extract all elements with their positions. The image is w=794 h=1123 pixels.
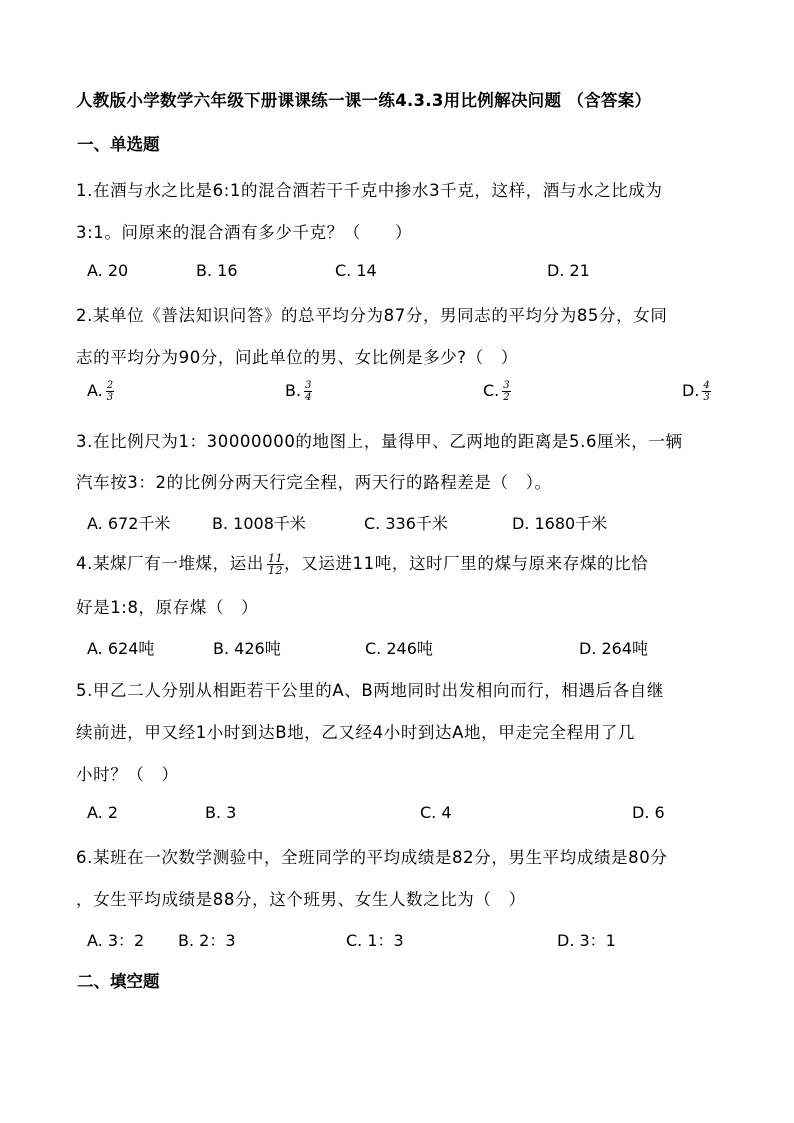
- question-3-option-b: B. 1008千米: [212, 514, 306, 533]
- question-1-option-b: B. 16: [196, 261, 238, 280]
- question-6-option-d: D. 3：1: [557, 931, 616, 950]
- question-6-line-1: 6.某班在一次数学测验中，全班同学的平均成绩是82分，男生平均成绩是80分: [76, 848, 668, 867]
- question-3-option-a: A. 672千米: [87, 514, 171, 533]
- question-2-option-a: A. $\frac{2}{3}$: [87, 380, 114, 403]
- question-4-line-1: 4.某煤厂有一堆煤，运出 $\frac{11}{12}$ ，又运进11吨，这时厂里的煤与原来存煤的比恰: [76, 552, 649, 577]
- question-5-line-2: 续前进，甲又经1小时到达B地，乙又经4小时到达A地，甲走完全程用了几: [76, 723, 636, 742]
- question-5-line-1: 5.甲乙二人分别从相距若干公里的A、B两地同时出发相向而行，相遇后各自继: [76, 681, 664, 700]
- question-3-option-d: D. 1680千米: [512, 514, 608, 533]
- question-1-line-1: 1.在酒与水之比是6:1的混合酒若干千克中掺水3千克，这样，酒与水之比成为: [76, 181, 663, 200]
- question-5-option-a: A. 2: [87, 803, 119, 822]
- question-5-option-c: C. 4: [420, 803, 452, 822]
- question-2-line-2: 志的平均分为90分，问此单位的男、女比例是多少?（ ）: [76, 348, 518, 367]
- page-title: 人教版小学数学六年级下册课课练一课一练4.3.3用比例解决问题 （含答案）: [76, 91, 652, 110]
- question-2-line-1: 2.某单位《普法知识问答》的总平均分为87分，男同志的平均分为85分，女同: [76, 306, 668, 325]
- question-1-line-2: 3:1。问原来的混合酒有多少千克？（ ）: [76, 223, 413, 242]
- question-2-option-d: D. $\frac{4}{3}$: [682, 380, 710, 403]
- question-3-line-2: 汽车按3：2的比例分两天行完全程，两天行的路程差是（ ）。: [76, 473, 552, 492]
- question-4-option-d: D. 264吨: [579, 639, 649, 658]
- question-4-option-c: C. 246吨: [365, 639, 433, 658]
- question-1-option-a: A. 20: [87, 261, 129, 280]
- question-5-option-b: B. 3: [205, 803, 237, 822]
- question-6-option-a: A. 3：2: [87, 931, 145, 950]
- section-heading-single-choice: 一、单选题: [77, 135, 160, 154]
- question-2-option-b: B. $\frac{3}{4}$: [285, 380, 312, 403]
- question-5-line-3: 小时？（ ）: [76, 765, 179, 784]
- question-4-option-b: B. 426吨: [213, 639, 281, 658]
- question-1-option-d: D. 21: [547, 261, 590, 280]
- question-1-option-c: C. 14: [335, 261, 377, 280]
- question-4-option-a: A. 624吨: [87, 639, 155, 658]
- question-6-option-c: C. 1：3: [346, 931, 404, 950]
- question-4-line-2: 好是1:8，原存煤（ ）: [76, 598, 259, 617]
- question-3-line-1: 3.在比例尺为1：30000000的地图上，量得甲、乙两地的距离是5.6厘米，一辆: [76, 432, 683, 451]
- question-2-option-c: C. $\frac{3}{2}$: [483, 380, 510, 403]
- question-3-option-c: C. 336千米: [364, 514, 448, 533]
- question-5-option-d: D. 6: [632, 803, 665, 822]
- section-heading-fill-blank: 二、填空题: [77, 972, 160, 991]
- question-6-line-2: ，女生平均成绩是88分，这个班男、女生人数之比为（ ）: [76, 890, 526, 909]
- question-6-option-b: B. 2：3: [178, 931, 236, 950]
